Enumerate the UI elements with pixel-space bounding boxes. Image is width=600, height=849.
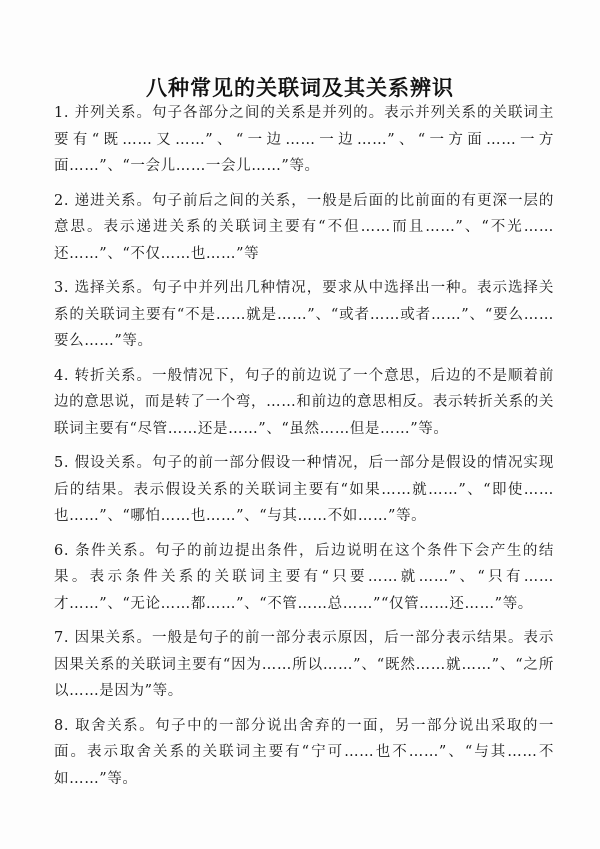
list-item-adversative: 4. 转折关系。一般情况下，句子的前边说了一个意思，后边的不是顺着前边的意思说，而是转了一个弯，……和前边的意思相反。表示转折关系的关联词主要有“尽管……还是……”、“虽然……但是……”等。 [54, 367, 554, 437]
list-item-choice: 3. 选择关系。句子中并列出几种情况，要求从中选择出一种。表示选择关系的关联词主要有“不是……就是……”、“或者……或者……”、“要么……要么……”等。 [54, 280, 554, 349]
list-item-causal: 7. 因果关系。一般是句子的前一部分表示原因，后一部分表示结果。表示因果关系的关联词主要有“因为……所以……”、“既然……就……”、“之所以……是因为”等。 [54, 630, 554, 699]
list-item-preference: 8. 取舍关系。句子中的一部分说出舍弃的一面，另一部分说出采取的一面。表示取舍关系的关联词主要有“宁可……也不……”、“与其……不如……”等。 [54, 717, 554, 787]
list-item-progressive: 2. 递进关系。句子前后之间的关系，一般是后面的比前面的有更深一层的意思。表示递进关系的关联词主要有“不但……而且……”、“不光……还……”、“不仅……也……”等 [54, 192, 554, 262]
document-title: 八种常见的关联词及其关系辨识 [146, 75, 454, 100]
list-item-parallel: 1. 并列关系。句子各部分之间的关系是并列的。表示并列关系的关联词主要有“既……又……”、“一边……一边……”、“一方面……一方面……”、“一会儿……一会儿……”等。 [54, 105, 554, 174]
list-item-hypothetical: 5. 假设关系。句子的前一部分假设一种情况，后一部分是假设的情况实现后的结果。表示假设关系的关联词主要有“如果……就……”、“即使……也……”、“哪怕……也……”、“与其……不如……”等。 [54, 455, 554, 524]
list-item-conditional: 6. 条件关系。句子的前边提出条件，后边说明在这个条件下会产生的结果。表示条件关系的关联词主要有“只要……就……”、“只有……才……”、“无论……都……”、“不管……总……”“仅管……还……”等。 [54, 542, 554, 612]
relation-list [54, 100, 554, 800]
